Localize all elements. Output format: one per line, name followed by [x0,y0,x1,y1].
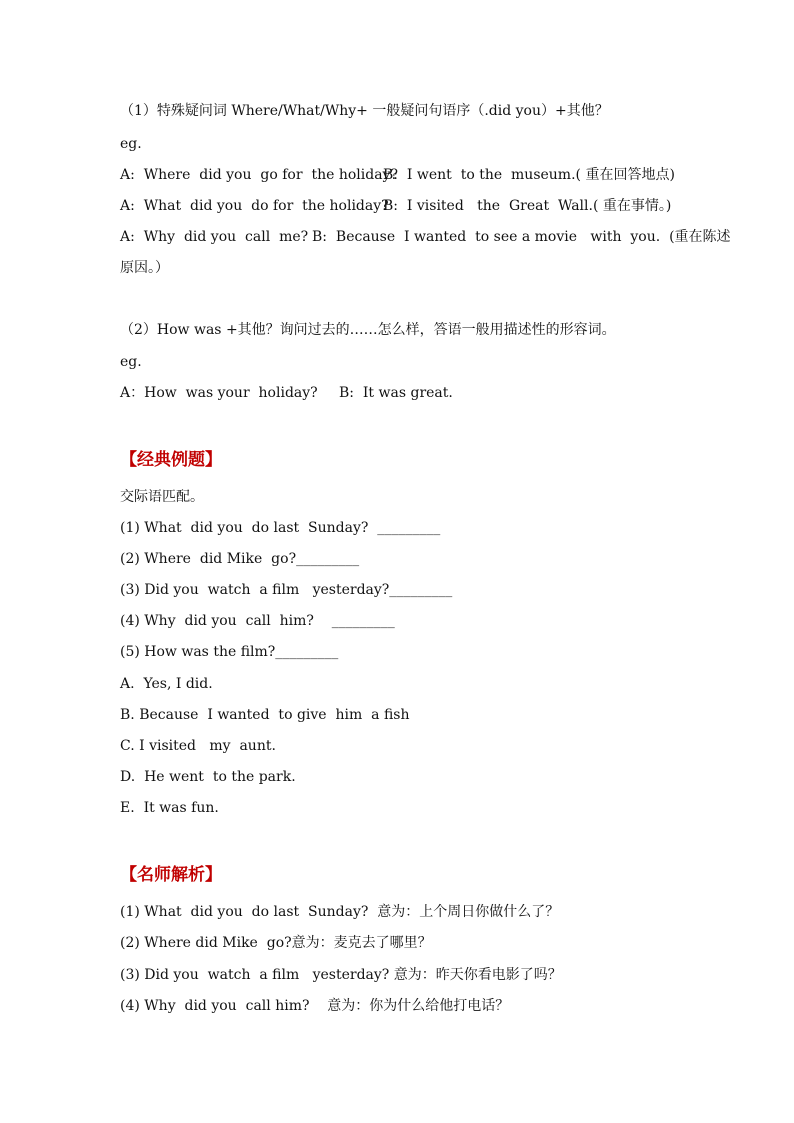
eg-label-2: eg. [120,354,142,370]
analysis-line-1: (1) What did you do last Sunday? 意为：上个周日你做什么了？ [120,904,560,920]
analysis-heading: 【名师解析】 [120,865,222,885]
analysis-line-2: (2) Where did Mike go?意为：麦克去了哪里？ [120,935,432,951]
eg-label-1: eg. [120,136,142,152]
option-a: A. Yes, I did. [120,676,213,692]
example-1-b: B: I went to the museum.( 重在回答地点) [383,167,675,183]
classic-instruction: 交际语匹配。 [120,489,204,505]
question-2: (2) Where did Mike go?_________ [120,551,360,567]
option-c: C. I visited my aunt. [120,738,276,754]
example-3-wrap: 原因。） [120,260,169,276]
rule-2: （2）How was +其他？询问过去的……怎么样，答语一般用描述性的形容词。 [120,322,616,338]
example-2-b: B: I visited the Great Wall.( 重在事情。) [383,198,672,214]
analysis-line-4: (4) Why did you call him? 意为：你为什么给他打电话？ [120,998,510,1014]
option-d: D. He went to the park. [120,769,296,785]
question-1: (1) What did you do last Sunday? _________ [120,520,441,536]
option-e: E. It was fun. [120,800,219,816]
option-b: B. Because I wanted to give him a fish [120,707,410,723]
rule-1: （1）特殊疑问词 Where/What/Why+ 一般疑问句语序（.did you）+其他？ [120,103,609,119]
question-4: (4) Why did you call him? _________ [120,613,395,629]
example-4-a: A：How was your holiday? [120,385,318,401]
example-4-b: B: It was great. [339,385,453,401]
example-3-a: A: Why did you call me? [120,229,309,245]
example-2-a: A: What did you do for the holiday? [120,198,389,214]
example-3-b: B: Because I wanted to see a movie with you. (重在陈述 [312,229,731,245]
analysis-line-3: (3) Did you watch a film yesterday? 意为：昨天你看电影了吗？ [120,967,562,983]
classic-heading: 【经典例题】 [120,450,222,470]
question-5: (5) How was the film?_________ [120,644,339,660]
question-3: (3) Did you watch a film yesterday?_________ [120,582,453,598]
example-1-a: A: Where did you go for the holiday? [120,167,398,183]
